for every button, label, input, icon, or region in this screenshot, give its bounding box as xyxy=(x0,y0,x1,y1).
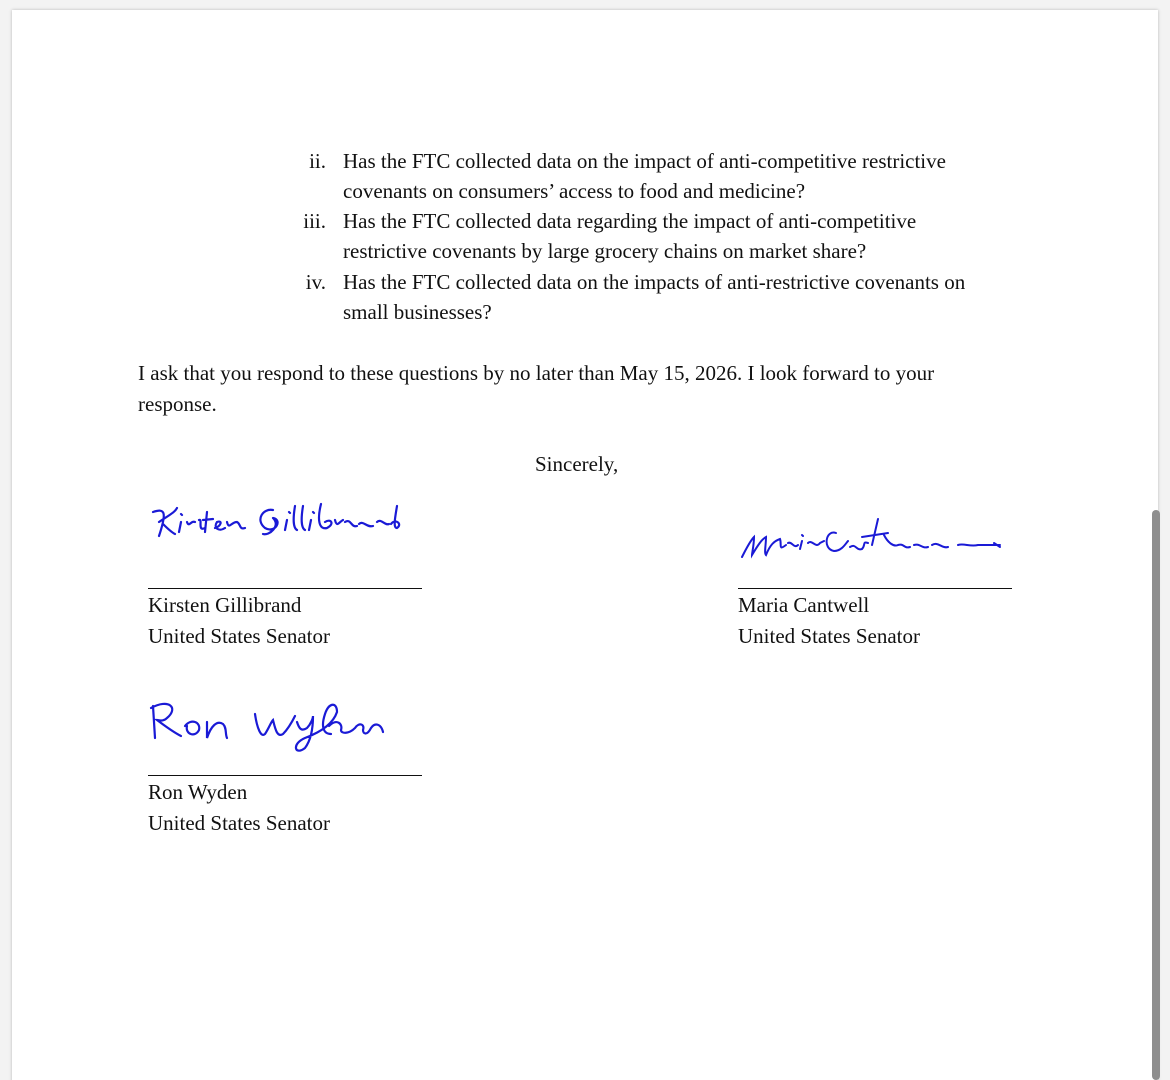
list-numeral: iv. xyxy=(305,270,326,294)
list-item-line: covenants on consumers’ access to food and medicine? xyxy=(343,179,806,203)
paragraph-line: I ask that you respond to these questions by no later than May 15, 2026. I look forward to your xyxy=(138,361,935,385)
list-item-line: Has the FTC collected data on the impacts of anti-restrictive covenants on xyxy=(343,270,966,294)
signature-image xyxy=(145,694,417,760)
list-item-line: small businesses? xyxy=(343,300,492,324)
signatory-name: Kirsten Gillibrand xyxy=(148,593,302,617)
list-numeral: iii. xyxy=(303,209,326,233)
list-item-line: Has the FTC collected data regarding the impact of anti-competitive xyxy=(343,209,917,233)
list-item-line: Has the FTC collected data on the impact of anti-competitive restrictive xyxy=(343,149,946,173)
signatory-title: United States Senator xyxy=(148,624,330,648)
signatory-name: Maria Cantwell xyxy=(738,593,870,617)
paragraph-line: response. xyxy=(138,392,217,416)
list-numeral: ii. xyxy=(309,149,326,173)
signature-line xyxy=(148,588,422,589)
signature-line xyxy=(738,588,1012,589)
signature-image xyxy=(738,515,1004,565)
list-item-line: restrictive covenants by large grocery chains on market share? xyxy=(343,239,867,263)
signature-image xyxy=(145,498,415,546)
valediction: Sincerely, xyxy=(535,452,619,476)
signatory-title: United States Senator xyxy=(148,811,330,835)
signatory-title: United States Senator xyxy=(738,624,920,648)
signatory-name: Ron Wyden xyxy=(148,780,248,804)
signature-line xyxy=(148,775,422,776)
scrollbar-thumb[interactable] xyxy=(1152,510,1160,1080)
